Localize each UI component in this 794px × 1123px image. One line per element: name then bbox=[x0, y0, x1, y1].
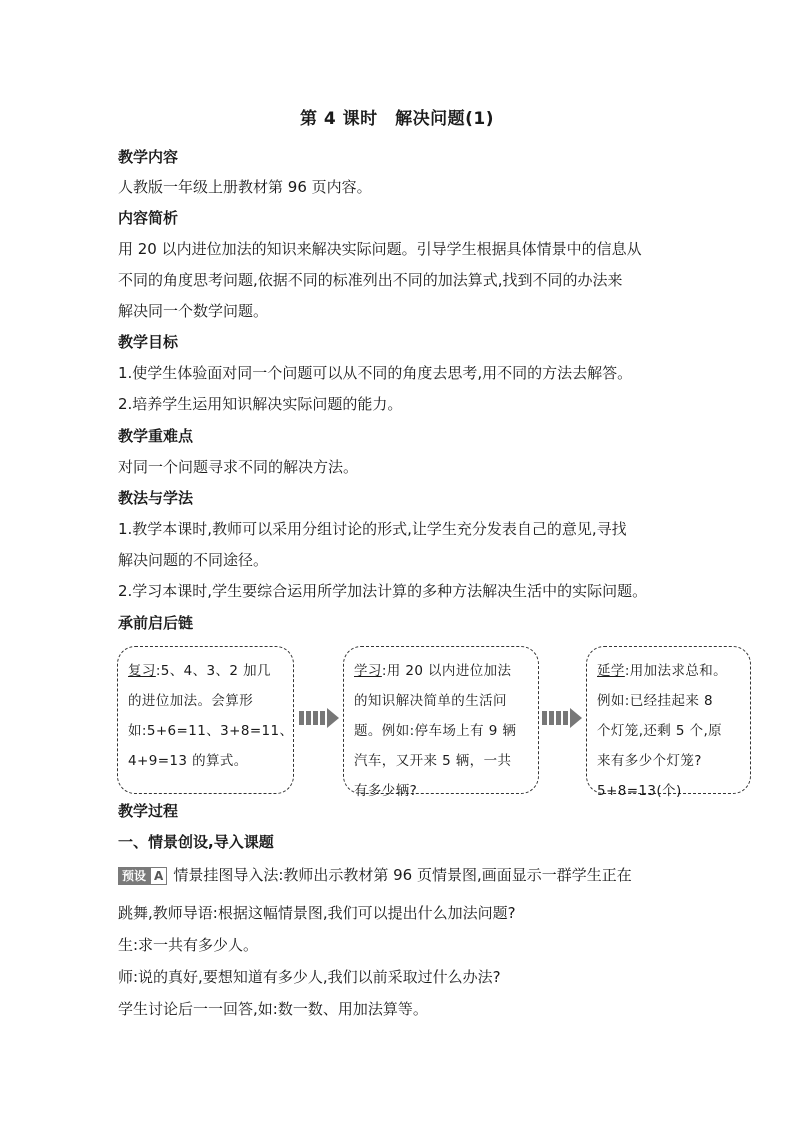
extend-line: :用加法求总和。 bbox=[624, 663, 728, 679]
goal-item: 1.使学生体验面对同一个问题可以从不同的角度去思考,用不同的方法去解答。 bbox=[118, 364, 633, 382]
analysis-line: 用 20 以内进位加法的知识来解决实际问题。引导学生根据具体情景中的信息从 bbox=[118, 240, 642, 258]
methods-line: 1.教学本课时,教师可以采用分组讨论的形式,让学生充分发表自己的意见,寻找 bbox=[118, 520, 627, 538]
process-line-with-badge bbox=[118, 864, 632, 885]
heading-key-points: 教学重难点 bbox=[118, 427, 194, 445]
learn-line: 题。例如:停车场上有 9 辆 bbox=[354, 723, 517, 739]
review-line: 的进位加法。会算形 bbox=[128, 693, 254, 709]
preset-badge-letter: A bbox=[150, 867, 167, 885]
extend-line: 个灯笼,还剩 5 个,原 bbox=[597, 723, 723, 739]
process-line: 师:说的真好,要想知道有多少人,我们以前采取过什么办法? bbox=[118, 968, 501, 986]
review-line: 4+9=13 的算式。 bbox=[128, 753, 248, 769]
learn-line: :用 20 以内进位加法 bbox=[381, 663, 512, 679]
learn-label: 学习 bbox=[354, 663, 382, 679]
learn-line: 有多少辆? bbox=[354, 783, 418, 799]
heading-methods: 教法与学法 bbox=[118, 489, 194, 507]
goal-item: 2.培养学生运用知识解决实际问题的能力。 bbox=[118, 395, 403, 413]
lesson-title: 第 4 课时 解决问题(1) bbox=[299, 109, 495, 129]
methods-line: 2.学习本课时,学生要综合运用所学加法计算的多种方法解决生活中的实际问题。 bbox=[118, 582, 648, 600]
extend-line: 来有多少个灯笼? bbox=[597, 753, 702, 769]
process-line: 情景挂图导入法:教师出示教材第 96 页情景图,画面显示一群学生正在 bbox=[173, 866, 632, 884]
extend-box bbox=[586, 646, 751, 799]
heading-content-analysis: 内容简析 bbox=[118, 209, 179, 227]
teaching-content-text: 人教版一年级上册教材第 96 页内容。 bbox=[118, 178, 372, 196]
extend-label: 延学 bbox=[597, 663, 625, 679]
review-line: :5、4、3、2 加几 bbox=[155, 663, 271, 679]
process-line: 生:求一共有多少人。 bbox=[118, 936, 259, 954]
key-points-text: 对同一个问题寻求不同的解决方法。 bbox=[118, 458, 359, 476]
learn-line: 的知识解决简单的生活问 bbox=[354, 693, 507, 709]
preset-badge bbox=[118, 867, 167, 885]
heading-teaching-goals: 教学目标 bbox=[118, 333, 179, 351]
process-line: 跳舞,教师导语:根据这幅情景图,我们可以提出什么加法问题? bbox=[118, 904, 516, 922]
review-label: 复习 bbox=[128, 663, 156, 679]
extend-line: 5+8=13(个) bbox=[597, 783, 682, 799]
process-line: 学生讨论后一一回答,如:数一数、用加法算等。 bbox=[118, 1000, 428, 1018]
learn-box bbox=[343, 646, 539, 799]
preset-badge-text: 预设 bbox=[118, 867, 150, 885]
heading-teaching-content: 教学内容 bbox=[118, 148, 179, 166]
chain-arrow-icon bbox=[299, 708, 339, 728]
heading-chain: 承前启后链 bbox=[118, 614, 194, 632]
review-box bbox=[117, 646, 294, 794]
review-line: 如:5+6=11、3+8=11、 bbox=[128, 723, 294, 739]
analysis-line: 不同的角度思考问题,依据不同的标准列出不同的加法算式,找到不同的办法来 bbox=[118, 271, 623, 289]
methods-line: 解决问题的不同途径。 bbox=[118, 551, 269, 569]
chain-arrow-icon bbox=[542, 708, 582, 728]
heading-process: 教学过程 bbox=[118, 802, 179, 820]
learn-line: 汽车，又开来 5 辆，一共 bbox=[354, 753, 512, 769]
analysis-line: 解决同一个数学问题。 bbox=[118, 302, 269, 320]
extend-line: 例如:已经挂起来 8 bbox=[597, 693, 713, 709]
heading-scenario: 一、情景创设,导入课题 bbox=[118, 833, 274, 851]
